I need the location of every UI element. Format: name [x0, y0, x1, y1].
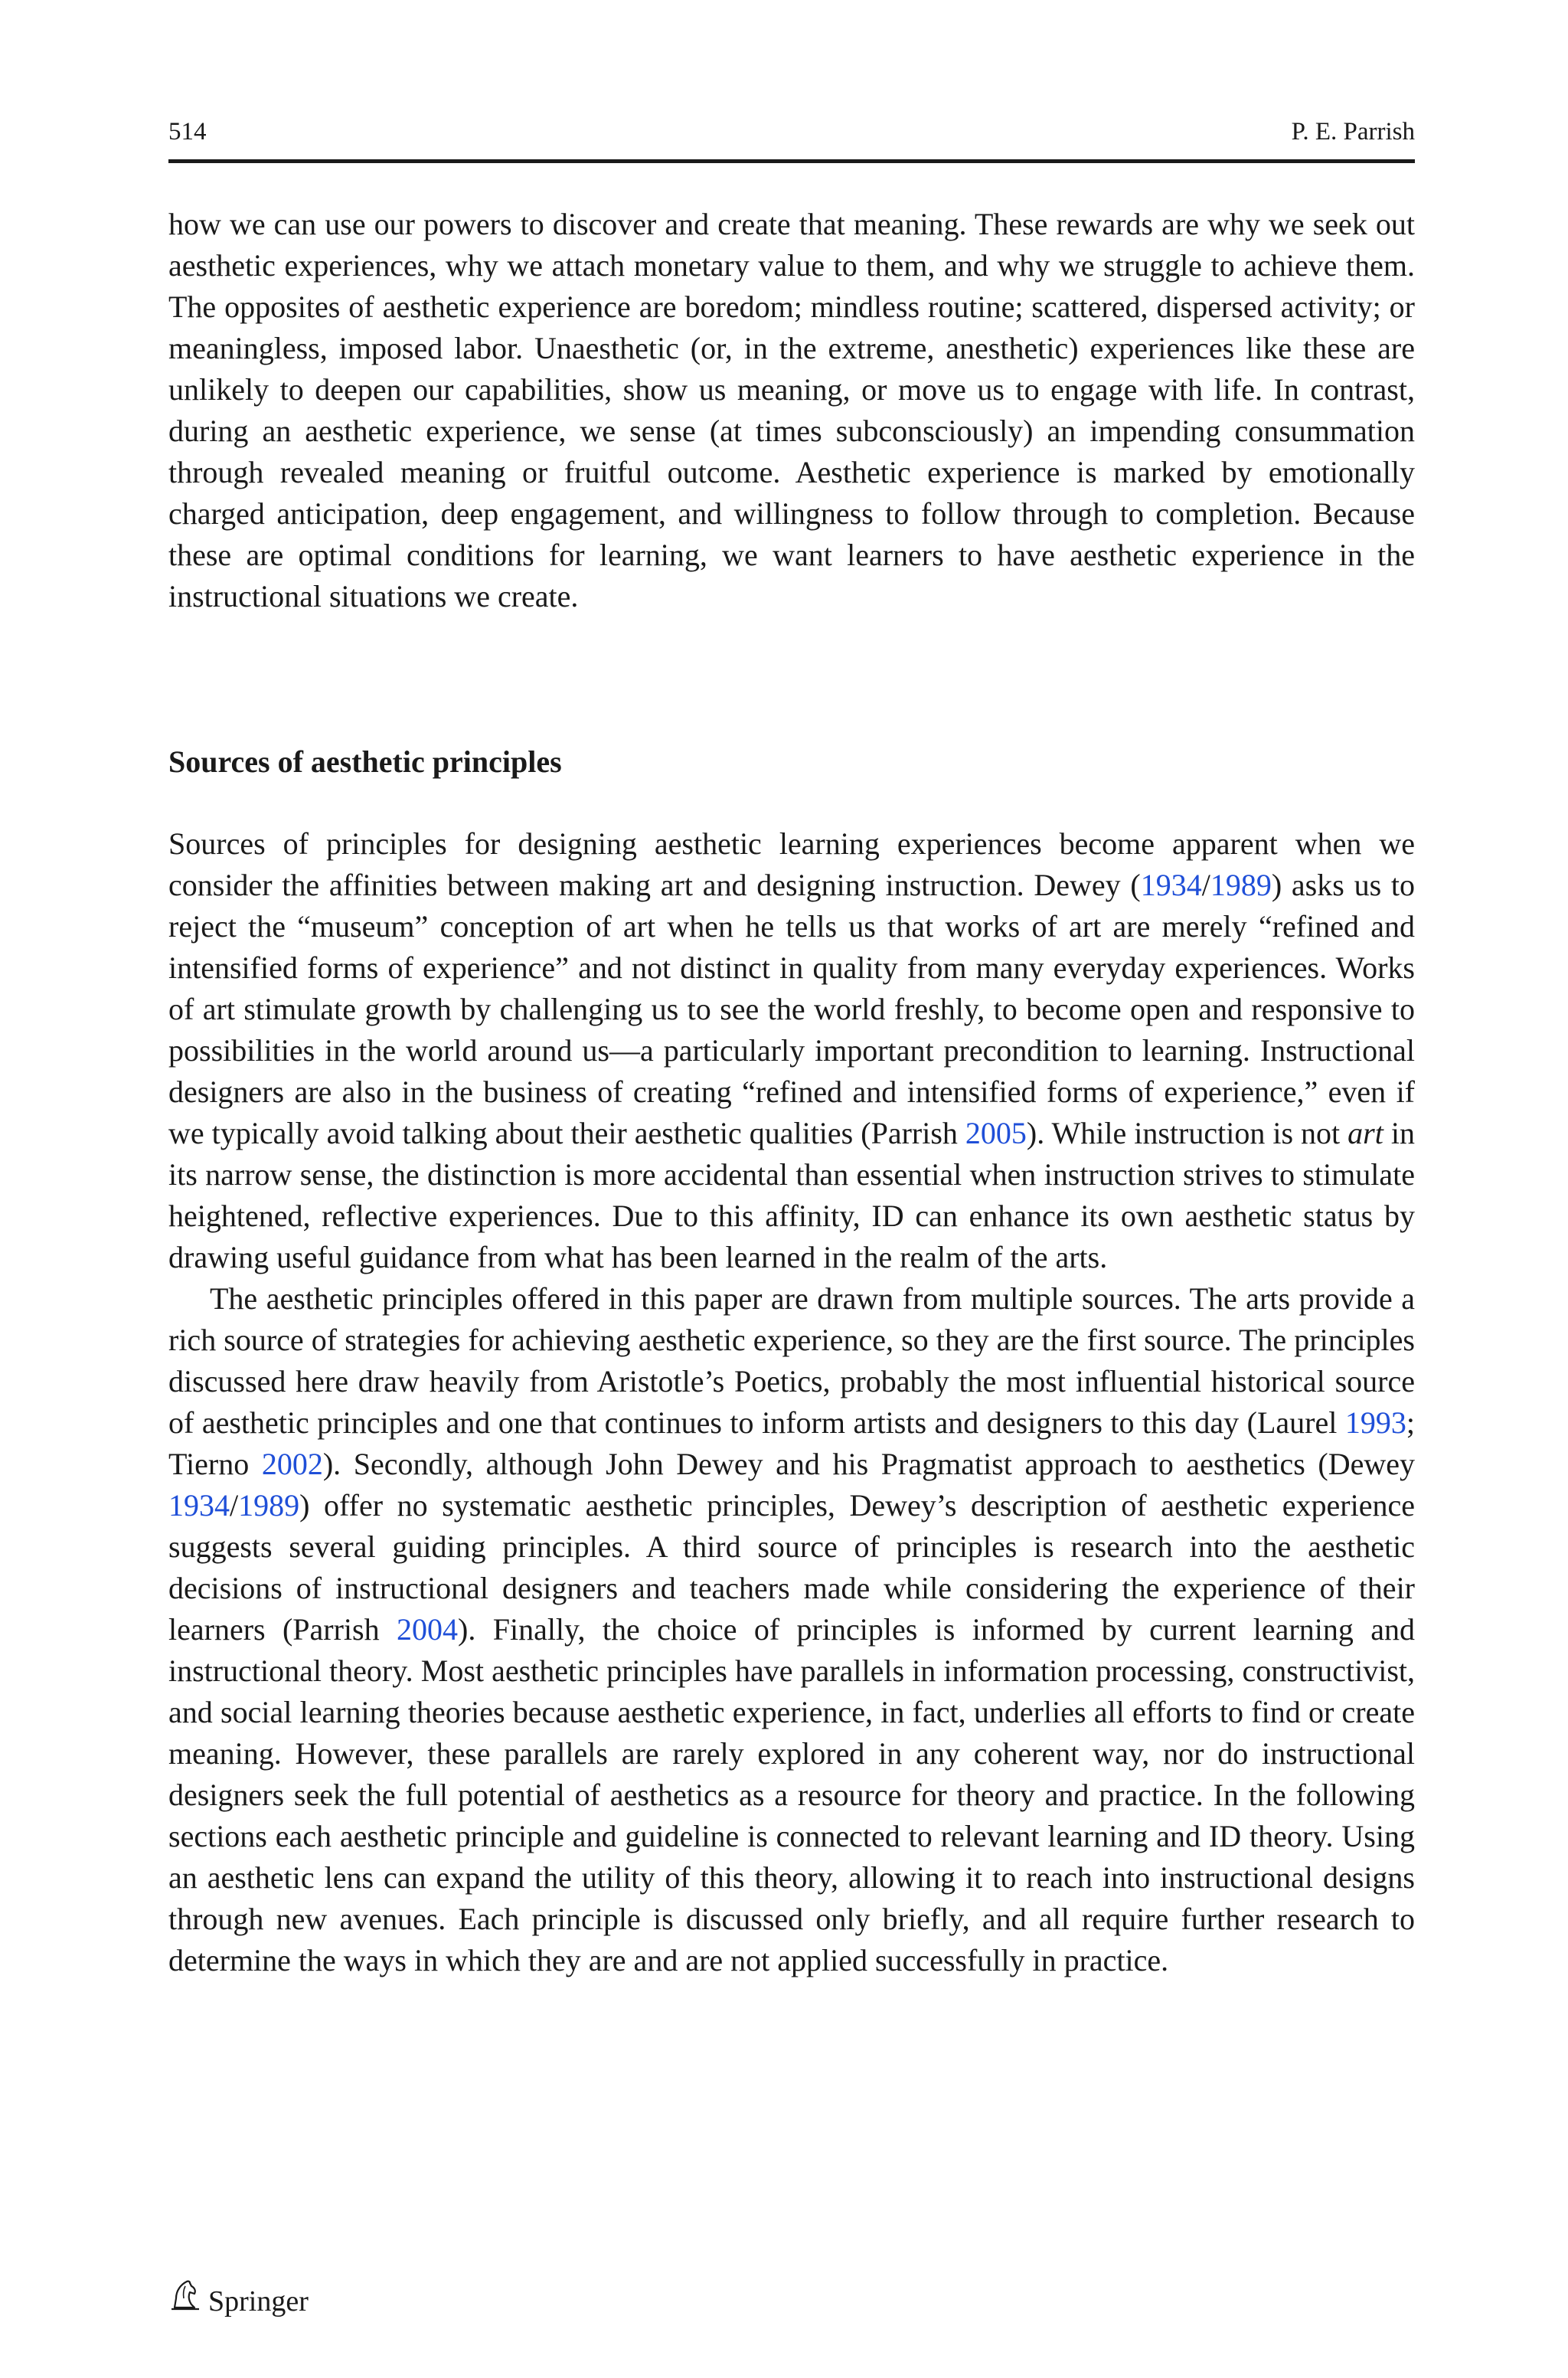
citation-link[interactable]: 2002 — [261, 1447, 323, 1481]
section-paragraph-1 — [168, 823, 1415, 1278]
citation-link[interactable]: 1934 — [168, 1488, 230, 1523]
text-run: ; Tierno — [168, 1405, 1415, 1481]
emphasis-art: art — [1348, 1116, 1383, 1150]
publisher-name: Springer — [208, 2285, 309, 2317]
header-rule — [168, 159, 1415, 163]
intro-paragraph-block — [168, 204, 1415, 617]
text-run: ). Finally, the choice of principles is informed by current learning and instructional theory. Most aesthetic principles have parallels in information processing, constructivist, and social learning theories because aesthetic experience, in fact, underlies all efforts to find or create meaning. However, these parallels are rarely explored in any coherent way, nor do instructional designers seek the full potential of aesthetics as a resource for theory and practice. In the following sections each aesthetic principle and guideline is connected to relevant learning and ID theory. Using an aesthetic lens can expand the utility of this theory, allowing it to reach into instructional designs through new avenues. Each principle is discussed only briefly, and all require further research to determine the ways in which they are and are not applied successfully in practice. — [168, 1612, 1415, 1977]
intro-paragraph: how we can use our powers to discover and create that meaning. These rewards are why we seek out aesthetic experiences, why we attach monetary value to them, and why we struggle to achieve them. The opposites of aesthetic experience are boredom; mindless routine; scattered, dispersed activity; or meaningless, imposed labor. Unaesthetic (or, in the extreme, anesthetic) experiences like these are unlikely to deepen our capabilities, show us meaning, or move us to engage with life. In contrast, during an aesthetic experience, we sense (at times subconsciously) an impending consummation through revealed meaning or fruitful outcome. Aesthetic experience is marked by emotionally charged anticipation, deep engagement, and willingness to follow through to completion. Because these are optimal conditions for learning, we want learners to have aesthetic experience in the instructional situations we create. — [168, 207, 1415, 613]
section-heading: Sources of aesthetic principles — [168, 744, 562, 779]
text-run: ) offer no systematic aesthetic principles, Dewey’s description of aesthetic experience suggests several guiding principles. A third source of principles is research into the aesthetic decisions of instructional designers and teachers made while considering the experience of their learners (Parrish — [168, 1488, 1415, 1647]
text-run: The aesthetic principles offered in this paper are drawn from multiple sources. The arts provide a rich source of strategies for achieving aesthetic experience, so they are the first source. The principles discussed here draw heavily from Aristotle’s Poetics, probably the most influential historical source of aesthetic principles and one that continues to inform artists and designers to this day (Laurel — [168, 1281, 1415, 1440]
section-body — [168, 823, 1415, 1981]
citation-link[interactable]: 1989 — [1210, 868, 1272, 902]
text-run: in its narrow sense, the distinction is more accidental than essential when instruction strives to stimulate heightened, reflective experiences. Due to this affinity, ID can enhance its own aesthetic status by drawing useful guidance from what has been learned in the realm of the arts. — [168, 1116, 1415, 1274]
springer-horse-icon — [168, 2277, 208, 2326]
citation-link[interactable]: 2004 — [397, 1612, 458, 1647]
text-run: / — [230, 1488, 239, 1523]
page-number: 514 — [168, 118, 207, 146]
running-head — [168, 115, 1415, 149]
citation-link[interactable]: 1993 — [1344, 1405, 1406, 1440]
publisher-footer — [168, 2278, 309, 2324]
text-run: Sources of principles for designing aesthetic learning experiences become apparent when we consider the affinities between making art and designing instruction. Dewey ( — [168, 826, 1415, 902]
text-run: ). While instruction is not — [1026, 1116, 1348, 1150]
text-run: ). Secondly, although John Dewey and his Pragmatist approach to aesthetics (Dewey — [322, 1447, 1416, 1481]
section-paragraph-2 — [168, 1278, 1415, 1981]
citation-link[interactable]: 1989 — [238, 1488, 300, 1523]
text-run: ) asks us to reject the “museum” conception of art when he tells us that works of art are merely “refined and intensified forms of experience” and not distinct in quality from many everyday experiences. Works of art stimulate growth by challenging us to see the world freshly, to become open and responsive to possibilities in the world around us—a particularly important precondition to learning. Instructional designers are also in the business of creating “refined and intensified forms of experience,” even if we typically avoid talking about their aesthetic qualities (Parrish — [168, 868, 1415, 1150]
citation-link[interactable]: 1934 — [1140, 868, 1202, 902]
text-run: / — [1201, 868, 1210, 902]
citation-link[interactable]: 2005 — [965, 1116, 1027, 1150]
running-head-author: P. E. Parrish — [1291, 118, 1415, 146]
